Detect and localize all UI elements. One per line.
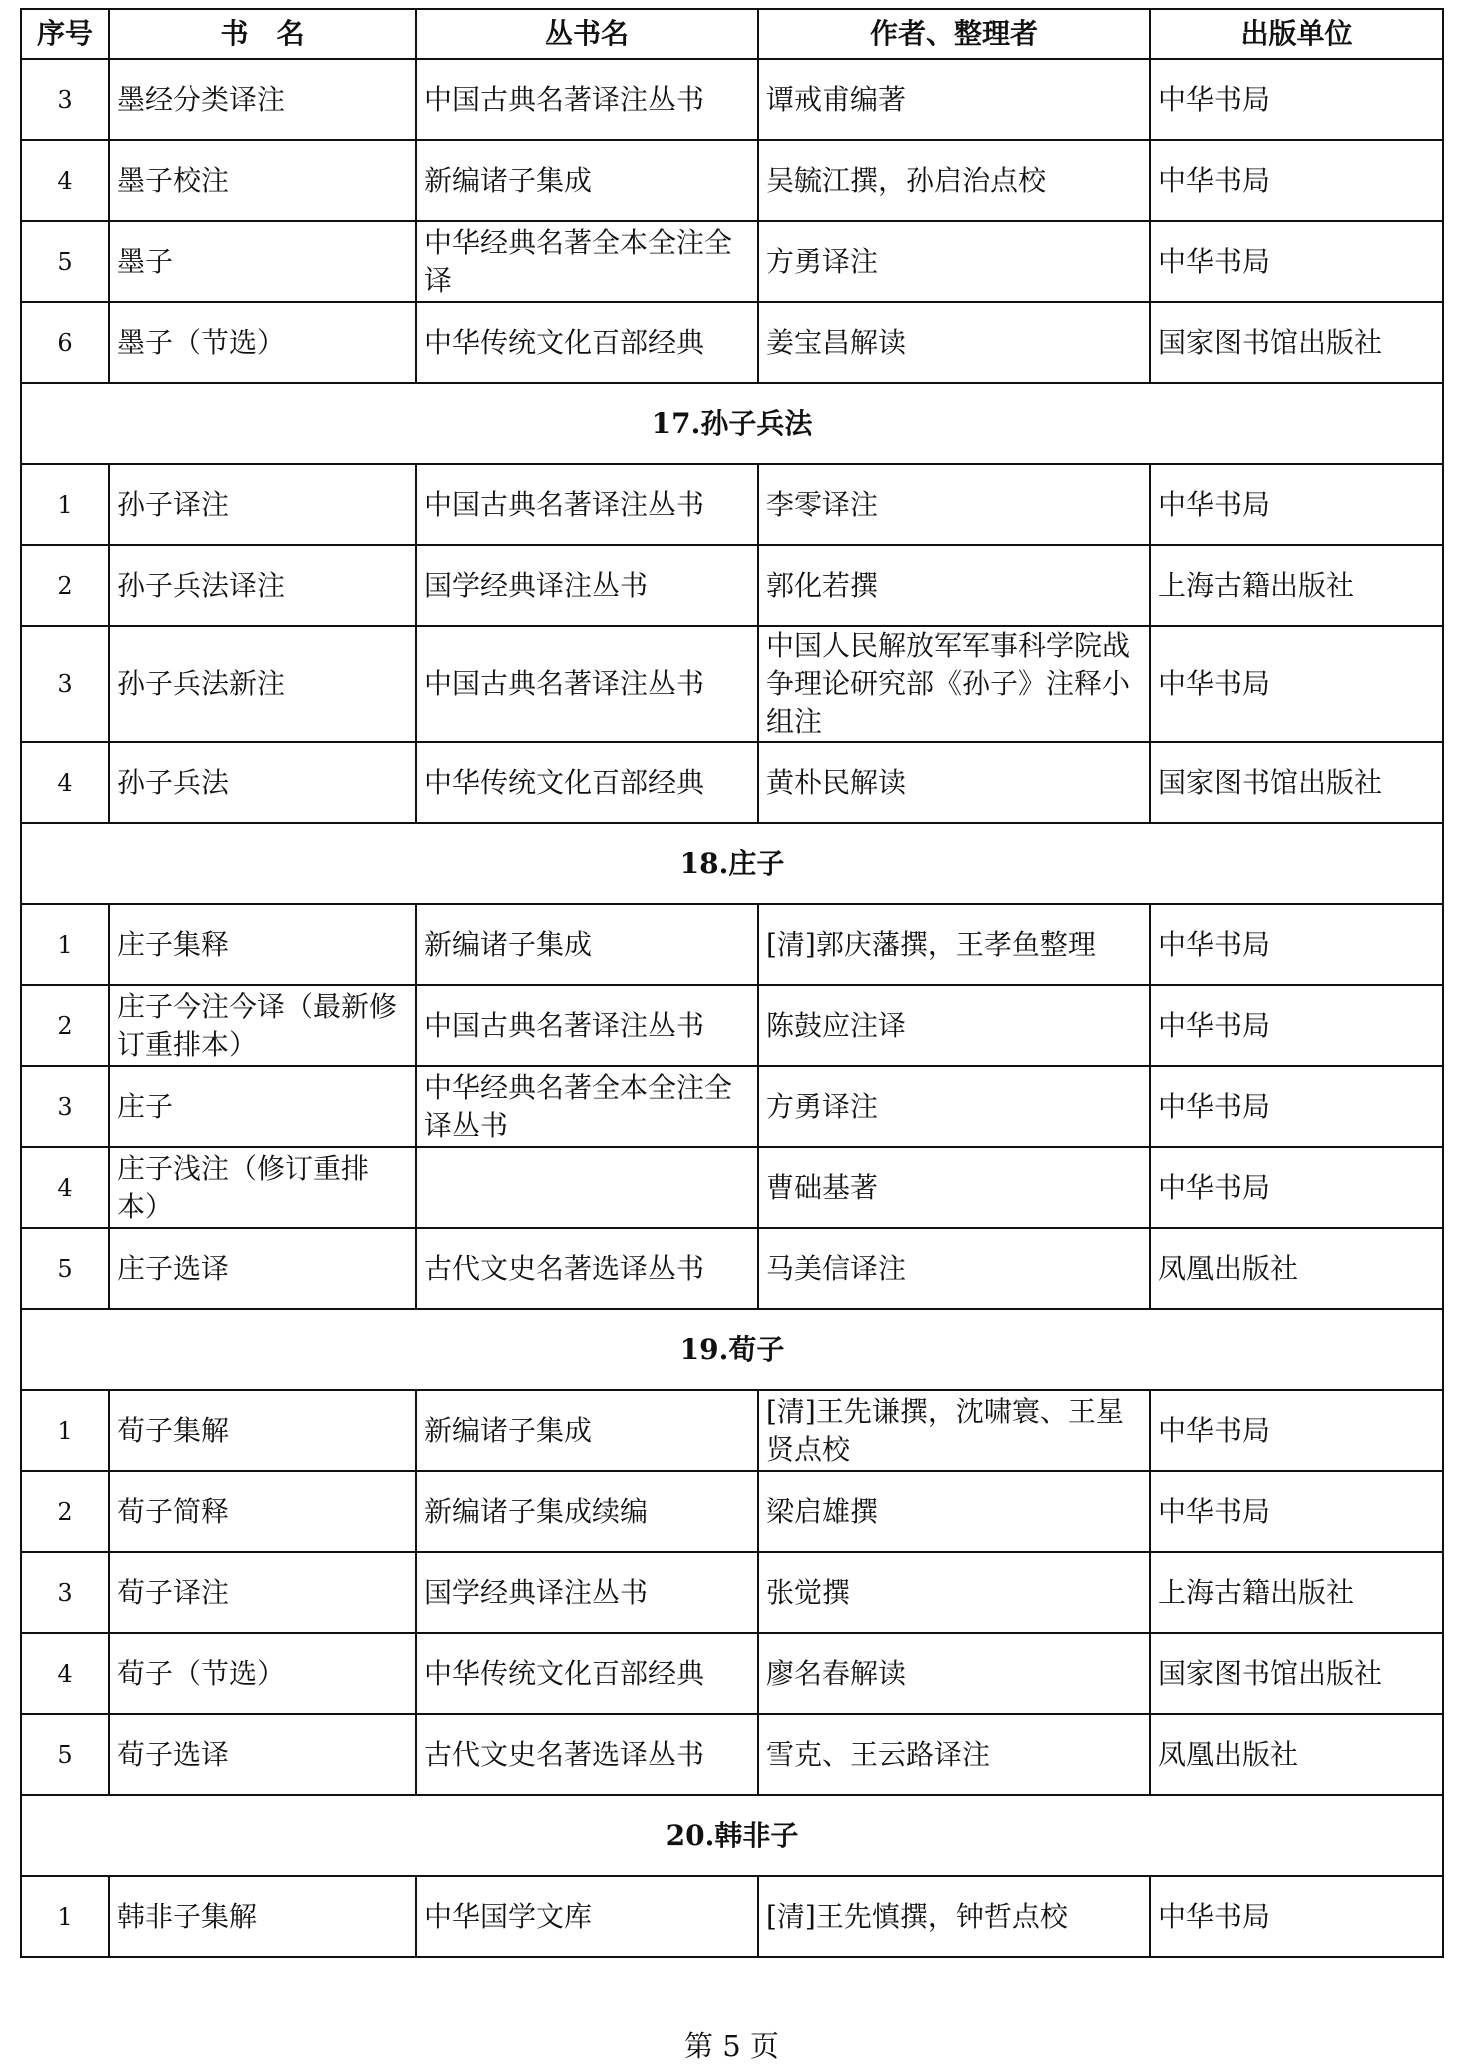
- cell-number: 2: [21, 1471, 109, 1552]
- cell-publisher: 中华书局: [1150, 140, 1443, 221]
- table-row: [21, 1147, 1443, 1228]
- table-row: [21, 1066, 1443, 1147]
- cell-publisher: 中华书局: [1150, 1147, 1443, 1228]
- cell-publisher: 中华书局: [1150, 1471, 1443, 1552]
- cell-series: 中华经典名著全本全注全译: [416, 221, 758, 302]
- table-row: [21, 1876, 1443, 1957]
- cell-author: [清]王先谦撰，沈啸寰、王星贤点校: [758, 1390, 1150, 1471]
- cell-number: 1: [21, 1876, 109, 1957]
- cell-series: 国学经典译注丛书: [416, 545, 758, 626]
- cell-publisher: 中华书局: [1150, 1876, 1443, 1957]
- cell-publisher: 凤凰出版社: [1150, 1228, 1443, 1309]
- cell-number: 2: [21, 545, 109, 626]
- table-row: [21, 302, 1443, 383]
- cell-title: 荀子（节选）: [109, 1633, 416, 1714]
- cell-number: 1: [21, 464, 109, 545]
- table-body: [21, 59, 1443, 1957]
- cell-publisher: 国家图书馆出版社: [1150, 1633, 1443, 1714]
- cell-series: 中华经典名著全本全注全译丛书: [416, 1066, 758, 1147]
- section-row: [21, 823, 1443, 904]
- cell-title: 韩非子集解: [109, 1876, 416, 1957]
- cell-series: 中国古典名著译注丛书: [416, 626, 758, 742]
- section-title: 18.庄子: [21, 823, 1443, 904]
- cell-series: 中华传统文化百部经典: [416, 1633, 758, 1714]
- cell-author: 中国人民解放军军事科学院战争理论研究部《孙子》注释小组注: [758, 626, 1150, 742]
- cell-title: 荀子简释: [109, 1471, 416, 1552]
- cell-title: 荀子译注: [109, 1552, 416, 1633]
- cell-number: 6: [21, 302, 109, 383]
- cell-title: 孙子译注: [109, 464, 416, 545]
- section-title: 20.韩非子: [21, 1795, 1443, 1876]
- cell-author: [清]郭庆藩撰，王孝鱼整理: [758, 904, 1150, 985]
- cell-series: 中华国学文库: [416, 1876, 758, 1957]
- cell-author: 李零译注: [758, 464, 1150, 545]
- table-row: [21, 1633, 1443, 1714]
- cell-author: 黄朴民解读: [758, 742, 1150, 823]
- cell-publisher: 中华书局: [1150, 464, 1443, 545]
- cell-publisher: 上海古籍出版社: [1150, 545, 1443, 626]
- cell-publisher: 中华书局: [1150, 904, 1443, 985]
- cell-number: 4: [21, 140, 109, 221]
- cell-series: 古代文史名著选译丛书: [416, 1714, 758, 1795]
- cell-series: [416, 1147, 758, 1228]
- section-title: 19.荀子: [21, 1309, 1443, 1390]
- cell-series: 中国古典名著译注丛书: [416, 985, 758, 1066]
- table-row: [21, 59, 1443, 140]
- cell-author: 吴毓江撰，孙启治点校: [758, 140, 1150, 221]
- cell-number: 5: [21, 221, 109, 302]
- table-row: [21, 626, 1443, 742]
- cell-author: 马美信译注: [758, 1228, 1150, 1309]
- table-row: [21, 1471, 1443, 1552]
- cell-title: 庄子选译: [109, 1228, 416, 1309]
- cell-title: 孙子兵法译注: [109, 545, 416, 626]
- cell-author: 廖名春解读: [758, 1633, 1150, 1714]
- cell-title: 庄子浅注（修订重排本）: [109, 1147, 416, 1228]
- cell-number: 4: [21, 1147, 109, 1228]
- table-row: [21, 904, 1443, 985]
- table-row: [21, 221, 1443, 302]
- cell-title: 墨子（节选）: [109, 302, 416, 383]
- table-row: [21, 1228, 1443, 1309]
- section-row: [21, 1309, 1443, 1390]
- cell-publisher: 中华书局: [1150, 985, 1443, 1066]
- cell-series: 新编诸子集成: [416, 140, 758, 221]
- cell-author: 郭化若撰: [758, 545, 1150, 626]
- cell-publisher: 凤凰出版社: [1150, 1714, 1443, 1795]
- cell-publisher: 上海古籍出版社: [1150, 1552, 1443, 1633]
- cell-title: 墨子: [109, 221, 416, 302]
- cell-number: 3: [21, 626, 109, 742]
- cell-author: 梁启雄撰: [758, 1471, 1150, 1552]
- table-row: [21, 545, 1443, 626]
- page-number: 第 5 页: [684, 2029, 779, 2063]
- cell-number: 2: [21, 985, 109, 1066]
- section-row: [21, 1795, 1443, 1876]
- cell-publisher: 中华书局: [1150, 59, 1443, 140]
- col-header-author: 作者、整理者: [758, 9, 1150, 59]
- cell-publisher: 中华书局: [1150, 626, 1443, 742]
- cell-number: 3: [21, 1066, 109, 1147]
- cell-author: 陈鼓应注译: [758, 985, 1150, 1066]
- cell-publisher: 国家图书馆出版社: [1150, 302, 1443, 383]
- cell-series: 中国古典名著译注丛书: [416, 59, 758, 140]
- cell-series: 国学经典译注丛书: [416, 1552, 758, 1633]
- cell-author: 方勇译注: [758, 1066, 1150, 1147]
- section-row: [21, 383, 1443, 464]
- cell-author: 姜宝昌解读: [758, 302, 1150, 383]
- cell-series: 中国古典名著译注丛书: [416, 464, 758, 545]
- cell-number: 4: [21, 1633, 109, 1714]
- cell-series: 中华传统文化百部经典: [416, 742, 758, 823]
- cell-series: 中华传统文化百部经典: [416, 302, 758, 383]
- cell-number: 1: [21, 1390, 109, 1471]
- table-row: [21, 464, 1443, 545]
- header-row: [21, 9, 1443, 59]
- cell-author: 雪克、王云路译注: [758, 1714, 1150, 1795]
- cell-title: 荀子集解: [109, 1390, 416, 1471]
- cell-publisher: 中华书局: [1150, 1066, 1443, 1147]
- cell-number: 4: [21, 742, 109, 823]
- cell-title: 墨子校注: [109, 140, 416, 221]
- cell-publisher: 国家图书馆出版社: [1150, 742, 1443, 823]
- table-row: [21, 1714, 1443, 1795]
- cell-series: 新编诸子集成续编: [416, 1471, 758, 1552]
- col-header-title: 书 名: [109, 9, 416, 59]
- cell-title: 庄子今注今译（最新修订重排本）: [109, 985, 416, 1066]
- cell-title: 庄子: [109, 1066, 416, 1147]
- cell-publisher: 中华书局: [1150, 221, 1443, 302]
- cell-title: 墨经分类译注: [109, 59, 416, 140]
- col-header-publisher: 出版单位: [1150, 9, 1443, 59]
- cell-publisher: 中华书局: [1150, 1390, 1443, 1471]
- section-title: 17.孙子兵法: [21, 383, 1443, 464]
- table-row: [21, 1390, 1443, 1471]
- cell-title: 孙子兵法新注: [109, 626, 416, 742]
- cell-author: 方勇译注: [758, 221, 1150, 302]
- table-row: [21, 985, 1443, 1066]
- cell-author: 曹础基著: [758, 1147, 1150, 1228]
- cell-author: 张觉撰: [758, 1552, 1150, 1633]
- table-row: [21, 140, 1443, 221]
- cell-number: 5: [21, 1714, 109, 1795]
- cell-series: 古代文史名著选译丛书: [416, 1228, 758, 1309]
- cell-number: 1: [21, 904, 109, 985]
- cell-title: 庄子集释: [109, 904, 416, 985]
- cell-title: 孙子兵法: [109, 742, 416, 823]
- col-header-number: 序号: [21, 9, 109, 59]
- table-row: [21, 1552, 1443, 1633]
- book-list-table: [20, 8, 1444, 1958]
- cell-number: 5: [21, 1228, 109, 1309]
- cell-title: 荀子选译: [109, 1714, 416, 1795]
- col-header-series: 丛书名: [416, 9, 758, 59]
- cell-number: 3: [21, 1552, 109, 1633]
- table-row: [21, 742, 1443, 823]
- cell-number: 3: [21, 59, 109, 140]
- cell-series: 新编诸子集成: [416, 904, 758, 985]
- cell-series: 新编诸子集成: [416, 1390, 758, 1471]
- cell-author: 谭戒甫编著: [758, 59, 1150, 140]
- cell-author: [清]王先慎撰，钟哲点校: [758, 1876, 1150, 1957]
